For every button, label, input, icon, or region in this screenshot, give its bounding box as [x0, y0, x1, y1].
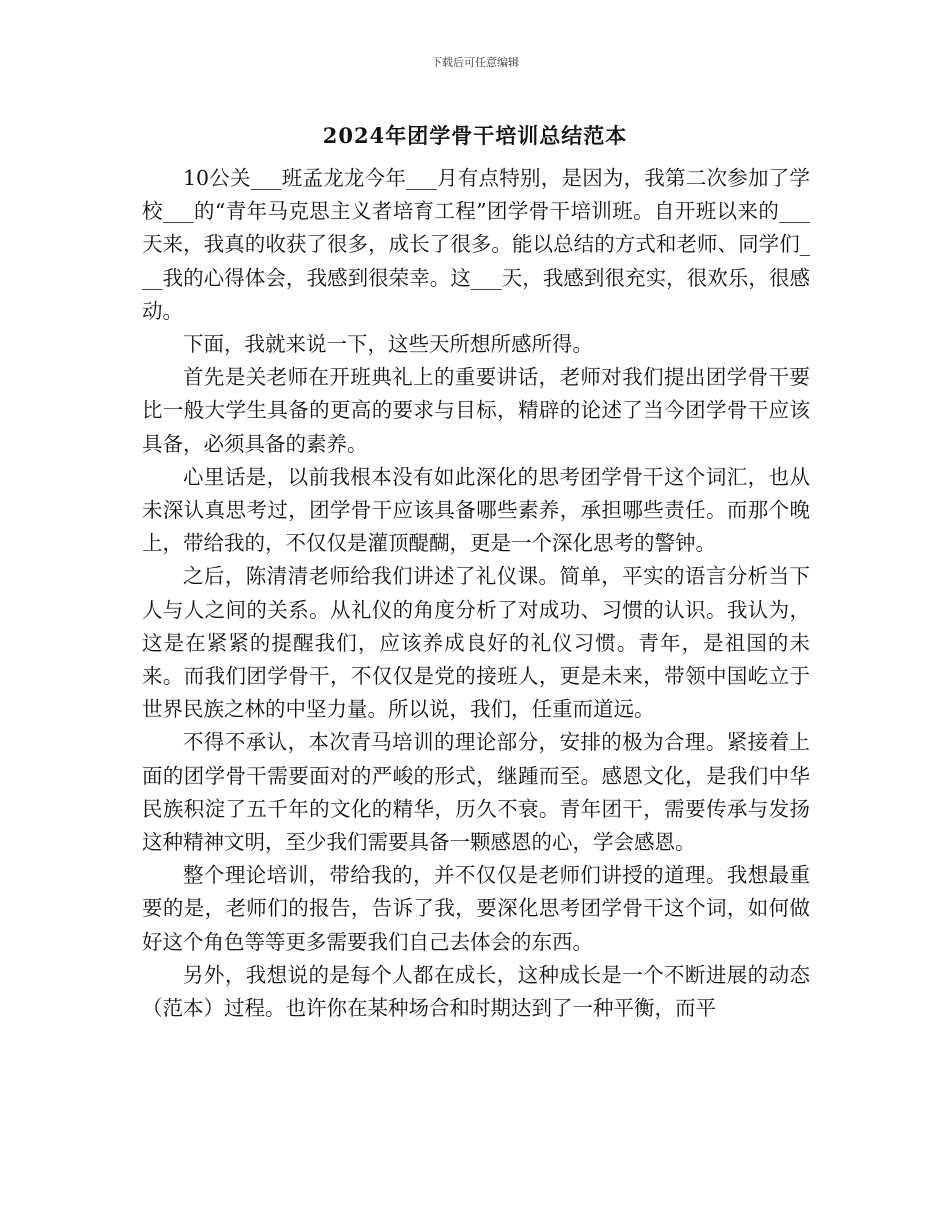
- paragraph-6: 不得不承认，本次青马培训的理论部分，安排的极为合理。紧接着上面的团学骨干需要面对的严峻的形式，继踵而至。感恩文化，是我们中华民族积淀了五千年的文化的精华，历久不衰。青年团干，需要传承与发扬这种精神文明，至少我们需要具备一颗感恩的心，学会感恩。: [142, 730, 810, 855]
- paragraph-4: 心里话是，以前我根本没有如此深化的思考团学骨干这个词汇，也从未深认真思考过，团学骨干应该具备哪些素养，承担哪些责任。而那个晚上，带给我的，不仅仅是灌顶醍醐，更是一个深化思考的警钟。: [142, 464, 810, 556]
- paragraph-1: 10公关___班孟龙龙今年___月有点特别，是因为，我第二次参加了学校___的“青年马克思主义者培育工程”团学骨干培训班。自开班以来的___天来，我真的收获了很多，成长了很多。能以总结的方式和老师、同学们___我的心得体会，我感到很荣幸。这___天，我感到很充实，很欢乐，很感动。: [142, 166, 810, 323]
- document-title: 2024年团学骨干培训总结范本: [322, 123, 628, 148]
- header-note: 下载后可任意编辑: [431, 56, 519, 69]
- paragraph-7: 整个理论培训，带给我的，并不仅仅是老师们讲授的道理。我想最重要的是，老师们的报告，告诉了我，要深化思考团学骨干这个词，如何做好这个角色等等更多需要我们自己去体会的东西。: [142, 863, 810, 954]
- paragraph-5: 之后，陈清清老师给我们讲述了礼仪课。简单，平实的语言分析当下人与人之间的关系。从礼仪的角度分析了对成功、习惯的认识。我认为，这是在紧紧的提醒我们，应该养成良好的礼仪习惯。青年，是祖国的未来。而我们团学骨干，不仅仅是党的接班人，更是未来，带领中国屹立于世界民族之林的中坚力量。所以说，我们，任重而道远。: [142, 564, 810, 722]
- paragraph-8: 另外，我想说的是每个人都在成长，这种成长是一个不断进展的动态（范本）过程。也许你在某种场合和时期达到了一种平衡，而平: [142, 962, 810, 1021]
- paragraph-2: 下面，我就来说一下，这些天所想所感所得。: [183, 332, 593, 357]
- paragraph-3: 首先是关老师在开班典礼上的重要讲话，老师对我们提出团学骨干要比一般大学生具备的更高的要求与目标，精辟的论述了当今团学骨干应该具备，必须具备的素养。: [142, 365, 810, 456]
- document-body: [142, 162, 810, 1025]
